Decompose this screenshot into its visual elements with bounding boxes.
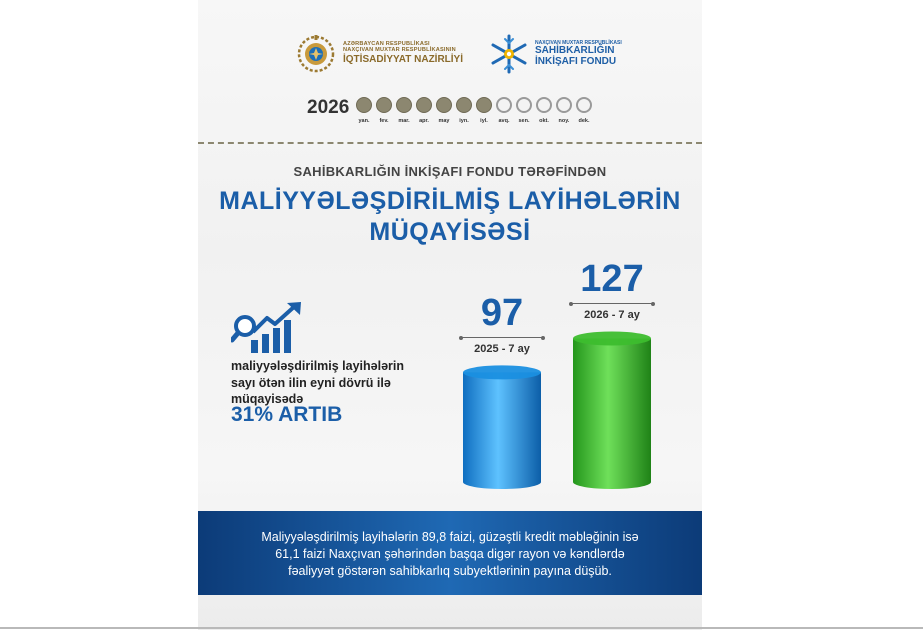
infographic-poster: [198, 0, 702, 630]
ministry-name-line3: İQTİSADİYYAT NAZİRLİYİ: [343, 54, 464, 66]
footer-band: [198, 511, 702, 595]
ministry-name-line2: NAXÇIVAN MUXTAR RESPUBLİKASININ: [343, 47, 456, 54]
stat-text-line2: sayı ötən ilin eyni dövrü ilə: [231, 375, 391, 390]
bar-2026 - 7 ay: [573, 331, 651, 489]
title-line2: MÜQAYİSƏSİ: [369, 218, 531, 246]
fund-name-line1: NAXÇIVAN MUXTAR RESPUBLİKASI: [535, 39, 622, 46]
stat-text-line3: müqayisədə: [231, 392, 304, 406]
label-divider: [571, 303, 653, 304]
stat-text-line1: maliyyələşdirilmiş layihələrin: [231, 359, 405, 373]
month-label: avq.: [498, 118, 510, 124]
page-bottom-rule: [0, 627, 923, 629]
month-label: sen.: [518, 118, 530, 124]
bar-category-label: 2025 - 7 ay: [474, 343, 530, 356]
title-line1: MALİYYƏLƏŞDİRİLMİŞ LAYİHƏLƏRİN: [219, 187, 681, 215]
month-label: may: [438, 118, 450, 124]
label-divider: [461, 337, 543, 338]
month-label: okt.: [539, 118, 549, 124]
month-label: dek.: [578, 118, 590, 124]
month-label: iyn.: [459, 118, 469, 124]
ministry-name-line1: AZƏRBAYCAN RESPUBLİKASI: [343, 41, 430, 48]
bar-value-label: 127: [580, 258, 644, 301]
month-label: yan.: [358, 118, 370, 124]
month-label: fev.: [379, 118, 389, 124]
bar-category-label: 2026 - 7 ay: [584, 309, 640, 322]
stat-highlight: 31% ARTIB: [231, 403, 343, 426]
footer-note: [228, 529, 672, 580]
timeline-year: 2026: [307, 97, 350, 118]
month-label: noy.: [558, 118, 570, 124]
footer-note-line3: fəaliyyət göstərən sahibkarlıq subyektlərinin payına düşüb.: [288, 564, 612, 578]
month-label: apr.: [419, 118, 429, 124]
footer-note-line2: 61,1 faizi Naxçıvan şəhərindən başqa digər rayon və kəndlərdə: [275, 547, 625, 561]
fund-name-line2: SAHİBKARLIĞIN: [535, 45, 615, 57]
subtitle: SAHİBKARLIĞIN İNKİŞAFI FONDU TƏRƏFİNDƏN: [293, 164, 607, 179]
footer-note-line1: Maliyyələşdirilmiş layihələrin 89,8 faizi, güzəştli kredit məbləğinin isə: [261, 530, 639, 544]
month-label: mar.: [398, 118, 410, 124]
month-label: iyl.: [480, 118, 488, 124]
bar-2025 - 7 ay: [463, 365, 541, 489]
bar-value-label: 97: [480, 292, 524, 335]
fund-name-line3: İNKİŞAFI FONDU: [535, 55, 617, 67]
